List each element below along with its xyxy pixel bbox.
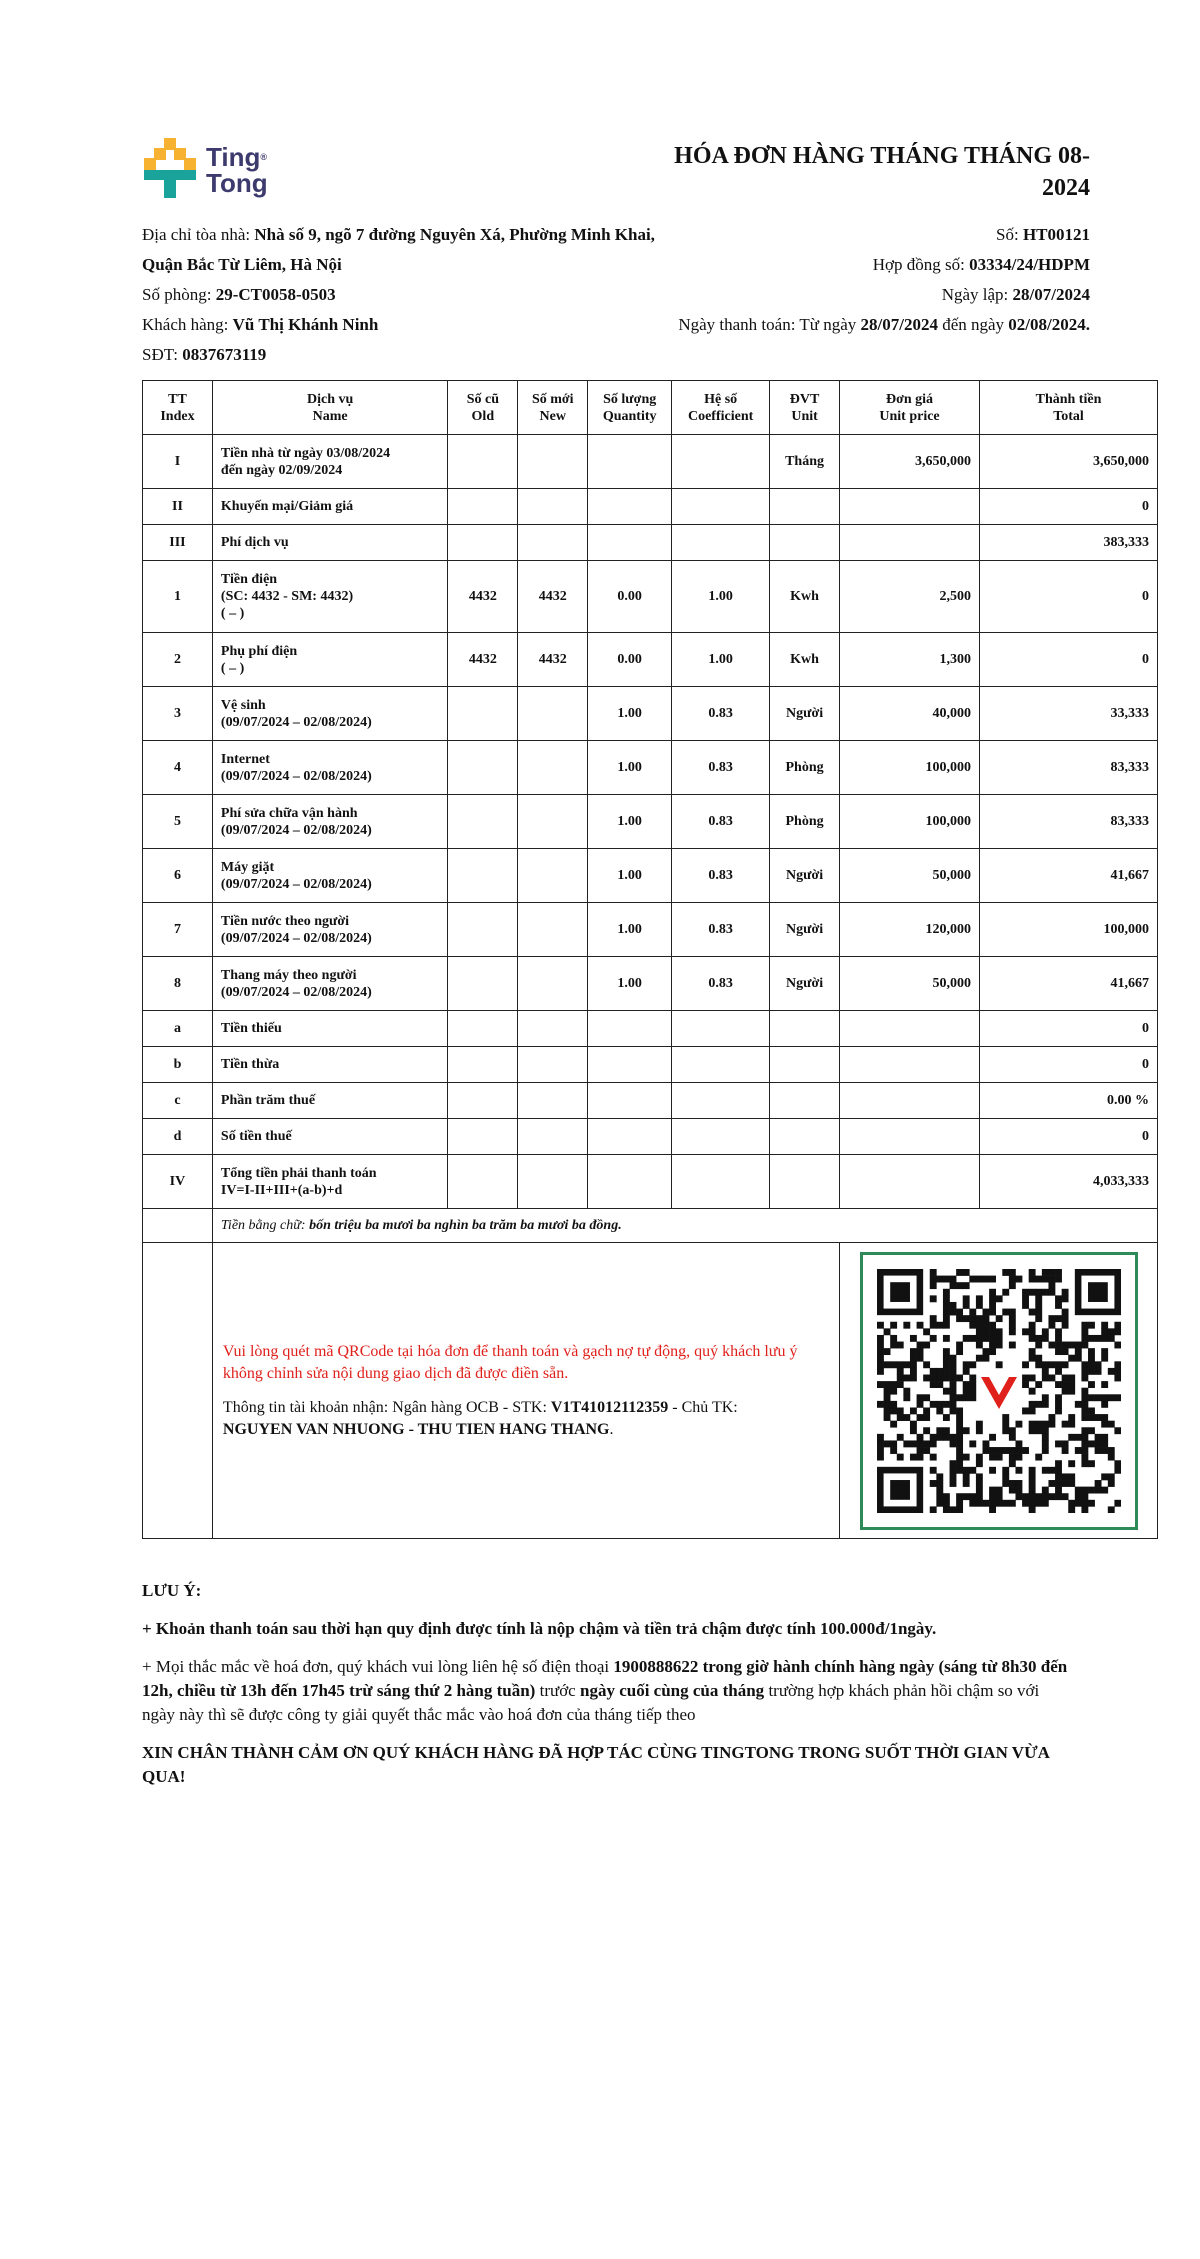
info-right	[570, 220, 1090, 340]
table-row: III Phí dịch vụ 383,333	[143, 525, 1158, 561]
amount-in-words: Tiền bằng chữ: bốn triệu ba mươi ba nghìn ba trăm ba mươi ba đồng.	[212, 1209, 1157, 1243]
late-payment-note: + Khoản thanh toán sau thời hạn quy định được tính là nộp chậm và tiền trả chậm được tính 100.000đ/1ngày.	[142, 1619, 937, 1638]
invoice-table	[142, 380, 1158, 1539]
col-header-new: Số mới New	[518, 381, 588, 435]
col-header-total: Thành tiền Total	[979, 381, 1157, 435]
invoice-info	[142, 212, 1158, 380]
table-row: 3 Vệ sinh (09/07/2024 – 02/08/2024) 1.00 0.83 Người 40,000 33,333	[143, 687, 1158, 741]
qr-cell	[840, 1243, 1158, 1539]
thank-you-message: XIN CHÂN THÀNH CẢM ƠN QUÝ KHÁCH HÀNG ĐÃ HỢP TÁC CÙNG TINGTONG TRONG SUỐT THỜI GIAN VỪA QUA!	[142, 1743, 1049, 1786]
created-date-line: Ngày lập: 28/07/2024	[941, 285, 1090, 304]
table-row: 1 Tiền điện (SC: 4432 - SM: 4432) ( – ) 4432 4432 0.00 1.00 Kwh 2,500 0	[143, 561, 1158, 633]
invoice-page	[142, 0, 1158, 1803]
col-header-coefficient: Hệ số Coefficient	[672, 381, 770, 435]
payment-info	[212, 1243, 839, 1539]
tingtong-logo	[142, 138, 292, 202]
room-line: Số phòng: 29-CT0058-0503	[142, 285, 336, 304]
qr-code-frame	[860, 1252, 1138, 1530]
col-header-unit: ĐVT Unit	[770, 381, 840, 435]
table-row: 8 Thang máy theo người (09/07/2024 – 02/08/2024) 1.00 0.83 Người 50,000 41,667	[143, 957, 1158, 1011]
table-row: 6 Máy giặt (09/07/2024 – 02/08/2024) 1.00 0.83 Người 50,000 41,667	[143, 849, 1158, 903]
invoice-footer	[142, 1579, 1158, 1789]
note-heading: LƯU Ý:	[142, 1581, 202, 1600]
questions-note: + Mọi thắc mắc về hoá đơn, quý khách vui lòng liên hệ số điện thoại 1900888622 trong giờ hành chính hàng ngày (sáng từ 8h30 đến 12h, chiều từ 13h đến 17h45 trừ sáng thứ 2 hàng tuần) trước ngày cuối cùng của tháng trường hợp khách phản hồi chậm so với ngày này thì sẽ được công ty giải quyết thắc mắc vào hoá đơn của tháng tiếp theo	[142, 1657, 1068, 1724]
payment-row	[143, 1243, 1158, 1539]
table-row: II Khuyến mại/Giảm giá 0	[143, 489, 1158, 525]
bank-account-info: Thông tin tài khoản nhận: Ngân hàng OCB - STK: V1T41012112359 - Chủ TK: NGUYEN VAN NHUONG - THU TIEN HANG THANG.	[222, 1398, 738, 1438]
table-header-row	[143, 381, 1158, 435]
payment-qr-code-icon	[877, 1269, 1121, 1513]
table-row: 5 Phí sửa chữa vận hành (09/07/2024 – 02/08/2024) 1.00 0.83 Phòng 100,000 83,333	[143, 795, 1158, 849]
col-header-index: TT Index	[143, 381, 213, 435]
phone-line: SĐT: 0837673119	[142, 345, 267, 364]
tingtong-logo-text: Ting® Tong	[206, 142, 268, 198]
col-header-quantity: Số lượng Quantity	[588, 381, 672, 435]
col-header-old: Số cũ Old	[448, 381, 518, 435]
invoice-rows	[143, 435, 1158, 1539]
col-header-name: Dịch vụ Name	[212, 381, 447, 435]
table-row: 7 Tiền nước theo người (09/07/2024 – 02/08/2024) 1.00 0.83 Người 120,000 100,000	[143, 903, 1158, 957]
table-row-grand-total: IV Tổng tiền phải thanh toán IV=I-II+III+(a-b)+d 4,033,333	[143, 1155, 1158, 1209]
invoice-number-line: Số: HT00121	[996, 225, 1090, 244]
contract-line: Hợp đồng số: 03334/24/HDPM	[872, 255, 1090, 274]
table-row: I Tiền nhà từ ngày 03/08/2024 đến ngày 02/09/2024 Tháng 3,650,000 3,650,000	[143, 435, 1158, 489]
invoice-title: HÓA ĐƠN HÀNG THÁNG THÁNG 08-2024	[674, 143, 1090, 201]
table-row: c Phần trăm thuế 0.00 %	[143, 1083, 1158, 1119]
table-row: 2 Phụ phí điện ( – ) 4432 4432 0.00 1.00 Kwh 1,300 0	[143, 633, 1158, 687]
qr-payment-note: Vui lòng quét mã QRCode tại hóa đơn để thanh toán và gạch nợ tự động, quý khách lưu ý không chỉnh sửa nội dung giao dịch đã được điền sẵn.	[222, 1342, 798, 1382]
tingtong-logo-mark-icon	[142, 138, 204, 200]
table-row: 4 Internet (09/07/2024 – 02/08/2024) 1.00 0.83 Phòng 100,000 83,333	[143, 741, 1158, 795]
table-row: a Tiền thiếu 0	[143, 1011, 1158, 1047]
address-line: Địa chỉ tòa nhà: Nhà số 9, ngõ 7 đường Nguyên Xá, Phường Minh Khai, Quận Bắc Từ Liêm, Hà Nội	[142, 225, 655, 274]
table-row: d Số tiền thuế 0	[143, 1119, 1158, 1155]
payment-date-line: Ngày thanh toán: Từ ngày 28/07/2024 đến ngày 02/08/2024.	[678, 315, 1090, 334]
col-header-unit-price: Đơn giá Unit price	[840, 381, 980, 435]
table-row: b Tiền thừa 0	[143, 1047, 1158, 1083]
customer-line: Khách hàng: Vũ Thị Khánh Ninh	[142, 315, 379, 334]
invoice-header	[142, 0, 1158, 212]
amount-in-words-row	[143, 1209, 1158, 1243]
